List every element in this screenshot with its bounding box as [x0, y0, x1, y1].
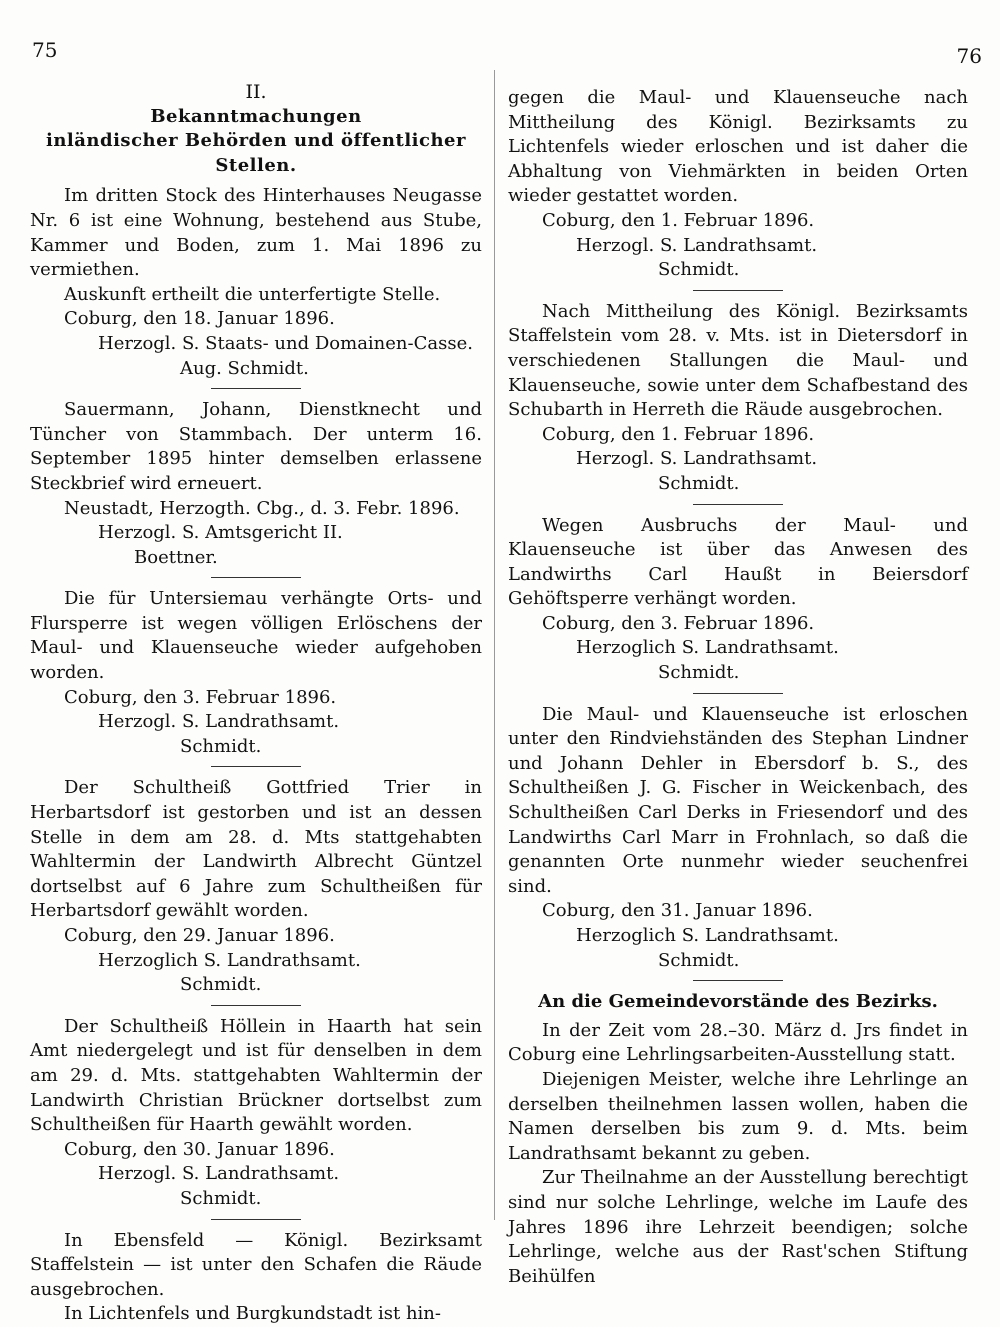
notice-date: Coburg, den 3. Februar 1896. — [64, 686, 337, 708]
notice-signature: Aug. Schmidt. — [180, 357, 309, 379]
notice-date: Coburg, den 3. Februar 1896. — [542, 612, 815, 634]
notice-text: Nach Mittheilung des Königl. Bezirksamts Staffelstein vom 28. v. Mts. ist in Dietersdorf in verschiedenen Stallungen die Maul- und Klauenseuche, sowie unter dem Schafbestand des Schubarth in Herreth die Räude ausgebrochen. — [508, 300, 968, 421]
notice-warrant — [30, 398, 482, 570]
notice-text: Die Maul- und Klauenseuche ist erloschen unter den Rindviehständen des Stephan Lindner und Johann Dehler in Ebersdorf b. S., des Schultheißen J. G. Fischer in Weickenbach, des Schultheißen Carl Derks in Friesendorf und des Landwirths Carl Marr in Frohnlach, so daß die genannten Orte nunmehr wieder seuchenfrei sind. — [508, 703, 968, 897]
notice-office: Herzogl. S. Landrathsamt. — [98, 1163, 340, 1185]
notice-date: Coburg, den 1. Februar 1896. — [542, 423, 815, 445]
notice-signature: Schmidt. — [658, 472, 740, 494]
section-title: Bekanntmachungen — [150, 105, 362, 127]
notice-date: Coburg, den 31. Januar 1896. — [542, 900, 813, 922]
divider — [211, 1005, 301, 1006]
notice-signature: Schmidt. — [658, 662, 740, 684]
page-number-left: 75 — [32, 38, 58, 62]
right-column — [508, 86, 968, 1289]
notice-date: Neustadt, Herzogth. Cbg., d. 3. Febr. 1896. — [64, 497, 460, 519]
divider — [693, 504, 783, 505]
notice-date: Coburg, den 1. Februar 1896. — [542, 209, 815, 231]
divider — [211, 577, 301, 578]
notice-text: Der Schultheiß Höllein in Haarth hat sein Amt niedergelegt und ist für denselben in dem am 29. d. Mts. stattgehabten Wahltermin der Landwirth Christian Brückner dortselbst zum Schultheißen für Haarth gewählt worden. — [30, 1015, 482, 1136]
notice-mange-outbreak — [30, 1229, 482, 1327]
notice-paragraph-3: Zur Theilnahme an der Ausstellung berechtigt sind nur solche Lehrlinge, welche im Laufe des Jahres 1896 ihre Lehrzeit beendigen; solche Lehrlinge, welche aus der Rast'schen Stiftung Beihülfen — [508, 1167, 968, 1287]
notice-signature: Schmidt. — [180, 1187, 262, 1209]
notice-fmd-lichtenfels — [508, 86, 968, 283]
notice-date: Coburg, den 18. Januar 1896. — [64, 308, 335, 330]
notice-quarantine-lifted — [30, 587, 482, 759]
notice-paragraph-2: Diejenigen Meister, welche ihre Lehrlinge an derselben theilnehmen lassen wollen, haben die Namen derselben bis zum 9. d. Mts. beim Landrathsamt bekannt zu geben. — [508, 1068, 968, 1164]
notice-text: Wegen Ausbruchs der Maul- und Klauenseuche ist über das Anwesen des Landwirths Carl Haußt in Beiersdorf Gehöftsperre verhängt worden. — [508, 514, 968, 610]
notice-office: Herzogl. S. Amtsgericht II. — [98, 522, 343, 544]
notice-mayor-herbartsdorf — [30, 776, 482, 997]
notice-office: Herzoglich S. Landrathsamt. — [576, 925, 839, 946]
section-number: II. — [245, 81, 267, 103]
divider — [211, 1219, 301, 1220]
notice-text: In Ebensfeld — Königl. Bezirksamt Staffelstein — ist unter den Schafen die Räude ausgebrochen. — [30, 1229, 482, 1300]
notice-apprentice-exhibition — [508, 990, 968, 1289]
divider — [693, 290, 783, 291]
notice-fmd-extinguished — [508, 703, 968, 974]
notice-signature: Schmidt. — [180, 735, 262, 757]
notice-office: Herzogl. S. Landrathsamt. — [576, 234, 818, 256]
notice-office: Herzoglich S. Landrathsamt. — [98, 949, 361, 971]
notice-signature: Boettner. — [134, 546, 218, 568]
notice-paragraph-1: In der Zeit vom 28.–30. März d. Jrs findet in Coburg eine Lehrlingsarbeiten-Ausstellung statt. — [508, 1019, 968, 1066]
divider — [693, 980, 783, 981]
notice-mayor-haarth — [30, 1015, 482, 1212]
divider — [211, 388, 301, 389]
notice-text: Im dritten Stock des Hinterhauses Neugasse Nr. 6 ist eine Wohnung, bestehend aus Stube, Kammer und Boden, zum 1. Mai 1896 zu vermiethen. — [30, 185, 482, 281]
notice-office: Herzogl. S. Landrathsamt. — [576, 448, 818, 470]
notice-text-2: In Lichtenfels und Burgkundstadt ist hin- — [64, 1303, 441, 1325]
notice-date: Coburg, den 29. Januar 1896. — [64, 925, 335, 946]
notice-text: Der Schultheiß Gottfried Trier in Herbartsdorf ist gestorben und ist an dessen Stelle in dem am 28. d. Mts stattgehabten Wahltermin der Landwirth Albrecht Güntzel dortselbst auf 6 Jahre zum Schultheißen für Herbartsdorf gewählt worden. — [30, 777, 482, 922]
section-subtitle: inländischer Behörden und öffentlicher Stellen. — [46, 130, 466, 176]
left-column — [30, 80, 482, 1327]
page-number-right: 76 — [956, 44, 982, 68]
notice-text: gegen die Maul- und Klauenseuche nach Mittheilung des Königl. Bezirksamts zu Lichtenfels wieder erloschen und ist daher die Abhaltung von Viehmärkten in beiden Orten wieder gestattet worden. — [508, 87, 968, 207]
notice-office: Herzoglich S. Landrathsamt. — [576, 637, 839, 659]
notice-apartment — [30, 184, 482, 381]
notice-farm-quarantine — [508, 514, 968, 686]
divider — [211, 766, 301, 767]
notice-text: Die für Untersiemau verhängte Orts- und Flursperre ist wegen völligen Erlöschens der Maul- und Klauenseuche wieder aufgehoben worden. — [30, 588, 482, 684]
column-divider — [494, 70, 495, 1220]
notice-office: Herzogl. S. Landrathsamt. — [98, 711, 340, 733]
notice-heading: An die Gemeindevorstände des Bezirks. — [538, 991, 938, 1013]
notice-fmd-dietersdorf — [508, 300, 968, 497]
notice-office: Herzogl. S. Staats- und Domainen-Casse. — [98, 332, 473, 354]
notice-text: Sauermann, Johann, Dienstknecht und Tüncher von Stammbach. Der unterm 16. September 1895 hinter demselben erlassene Steckbrief wird erneuert. — [30, 399, 482, 494]
divider — [693, 693, 783, 694]
notice-signature: Schmidt. — [658, 949, 740, 971]
notice-signature: Schmidt. — [180, 974, 262, 996]
notice-date: Coburg, den 30. Januar 1896. — [64, 1138, 335, 1160]
notice-text-2: Auskunft ertheilt die unterfertigte Stelle. — [64, 283, 441, 305]
notice-signature: Schmidt. — [658, 259, 740, 281]
